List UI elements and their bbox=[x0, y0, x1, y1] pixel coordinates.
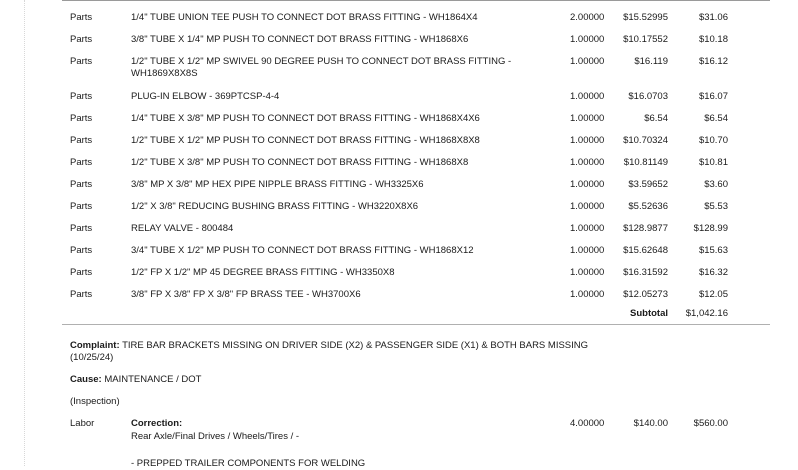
row-total: $10.70 bbox=[698, 135, 728, 146]
labor-type: Labor bbox=[70, 418, 95, 429]
row-type: Parts bbox=[70, 267, 93, 278]
row-type: Parts bbox=[70, 289, 93, 300]
row-qty: 1.00000 bbox=[570, 135, 605, 146]
row-qty: 1.00000 bbox=[570, 245, 605, 256]
row-unit-price: $16.0703 bbox=[628, 91, 668, 102]
row-qty: 1.00000 bbox=[570, 223, 605, 234]
row-description: 3/4" TUBE X 1/2" MP PUSH TO CONNECT DOT BRASS FITTING - WH1868X12 bbox=[131, 245, 474, 256]
cause-label: Cause: bbox=[70, 374, 102, 385]
subtotal-value: $1,042.16 bbox=[685, 308, 728, 319]
row-type: Parts bbox=[70, 12, 93, 23]
row-type: Parts bbox=[70, 157, 93, 168]
row-unit-price: $10.17552 bbox=[623, 34, 668, 45]
row-description: 3/8" FP X 3/8" FP X 3/8" FP BRASS TEE - WH3700X6 bbox=[131, 289, 361, 300]
row-unit-price: $5.52636 bbox=[628, 201, 668, 212]
correction-label: Correction: bbox=[131, 418, 183, 429]
row-total: $10.18 bbox=[698, 34, 728, 45]
row-description: PLUG-IN ELBOW - 369PTCSP-4-4 bbox=[131, 91, 280, 102]
row-total: $15.63 bbox=[698, 245, 728, 256]
row-description: 3/8" TUBE X 1/4" MP PUSH TO CONNECT DOT BRASS FITTING - WH1868X6 bbox=[131, 34, 469, 45]
row-total: $12.05 bbox=[698, 289, 728, 300]
row-description: 1/2" FP X 1/2" MP 45 DEGREE BRASS FITTING - WH3350X8 bbox=[131, 267, 395, 278]
row-qty: 1.00000 bbox=[570, 34, 605, 45]
row-qty: 1.00000 bbox=[570, 91, 605, 102]
row-unit-price: $10.81149 bbox=[623, 157, 668, 168]
labor-note: - PREPPED TRAILER COMPONENTS FOR WELDING bbox=[131, 458, 366, 469]
row-unit-price: $15.52995 bbox=[623, 12, 668, 23]
row-qty: 1.00000 bbox=[570, 289, 605, 300]
row-description: 1/2" TUBE X 1/2" MP PUSH TO CONNECT DOT BRASS FITTING - WH1868X8X8 bbox=[131, 135, 480, 146]
row-type: Parts bbox=[70, 179, 93, 190]
row-description: 1/4" TUBE UNION TEE PUSH TO CONNECT DOT BRASS FITTING - WH1864X4 bbox=[131, 12, 478, 23]
row-type: Parts bbox=[70, 245, 93, 256]
row-unit-price: $12.05273 bbox=[623, 289, 668, 300]
row-total: $3.60 bbox=[704, 179, 728, 190]
row-description: 1/2" X 3/8" REDUCING BUSHING BRASS FITTING - WH3220X8X6 bbox=[131, 201, 419, 212]
complaint-text: TIRE BAR BRACKETS MISSING ON DRIVER SIDE (X2) & PASSENGER SIDE (X1) & BOTH BARS MISSING (10/25/24) bbox=[70, 340, 589, 363]
row-description: RELAY VALVE - 800484 bbox=[131, 223, 234, 234]
row-qty: 1.00000 bbox=[570, 179, 605, 190]
cause-block bbox=[70, 374, 590, 386]
correction-text: Rear Axle/Final Drives / Wheels/Tires / - bbox=[131, 431, 300, 442]
row-unit-price: $3.59652 bbox=[628, 179, 668, 190]
row-total: $16.32 bbox=[698, 267, 728, 278]
subtotal-label: Subtotal bbox=[630, 308, 668, 319]
row-total: $10.81 bbox=[698, 157, 728, 168]
row-type: Parts bbox=[70, 201, 93, 212]
row-qty: 1.00000 bbox=[570, 56, 605, 67]
complaint-block bbox=[70, 340, 590, 364]
row-total: $16.12 bbox=[698, 56, 728, 67]
row-unit-price: $16.119 bbox=[634, 56, 668, 67]
row-unit-price: $10.70324 bbox=[623, 135, 668, 146]
row-type: Parts bbox=[70, 91, 93, 102]
row-unit-price: $16.31592 bbox=[623, 267, 668, 278]
section-divider bbox=[62, 324, 770, 325]
row-description: 1/4" TUBE X 3/8" MP PUSH TO CONNECT DOT BRASS FITTING - WH1868X4X6 bbox=[131, 113, 480, 124]
labor-qty: 4.00000 bbox=[570, 418, 605, 429]
row-type: Parts bbox=[70, 113, 93, 124]
row-total: $128.99 bbox=[693, 223, 728, 234]
row-type: Parts bbox=[70, 56, 93, 67]
row-type: Parts bbox=[70, 223, 93, 234]
row-qty: 1.00000 bbox=[570, 157, 605, 168]
row-description: 1/2" TUBE X 3/8" MP PUSH TO CONNECT DOT BRASS FITTING - WH1868X8 bbox=[131, 157, 469, 168]
row-total: $16.07 bbox=[698, 91, 728, 102]
labor-total: $560.00 bbox=[693, 418, 728, 429]
scan-edge-artifact bbox=[24, 0, 25, 466]
row-total: $6.54 bbox=[704, 113, 728, 124]
row-qty: 2.00000 bbox=[570, 12, 605, 23]
row-qty: 1.00000 bbox=[570, 113, 605, 124]
row-description: 3/8" MP X 3/8" MP HEX PIPE NIPPLE BRASS FITTING - WH3325X6 bbox=[131, 179, 424, 190]
row-unit-price: $15.62648 bbox=[623, 245, 668, 256]
row-qty: 1.00000 bbox=[570, 201, 605, 212]
row-total: $31.06 bbox=[698, 12, 728, 23]
row-type: Parts bbox=[70, 34, 93, 45]
labor-unit-price: $140.00 bbox=[633, 418, 668, 429]
row-unit-price: $6.54 bbox=[644, 113, 668, 124]
row-description: 1/2" TUBE X 1/2" MP SWIVEL 90 DEGREE PUSH TO CONNECT DOT BRASS FITTING - WH1869X8X8S bbox=[131, 56, 512, 79]
row-type: Parts bbox=[70, 135, 93, 146]
complaint-label: Complaint: bbox=[70, 340, 120, 351]
row-unit-price: $128.9877 bbox=[623, 223, 668, 234]
row-qty: 1.00000 bbox=[570, 267, 605, 278]
cause-text: MAINTENANCE / DOT bbox=[104, 374, 202, 385]
row-total: $5.53 bbox=[704, 201, 728, 212]
inspection-line: (Inspection) bbox=[70, 396, 120, 407]
table-top-rule bbox=[62, 0, 770, 1]
